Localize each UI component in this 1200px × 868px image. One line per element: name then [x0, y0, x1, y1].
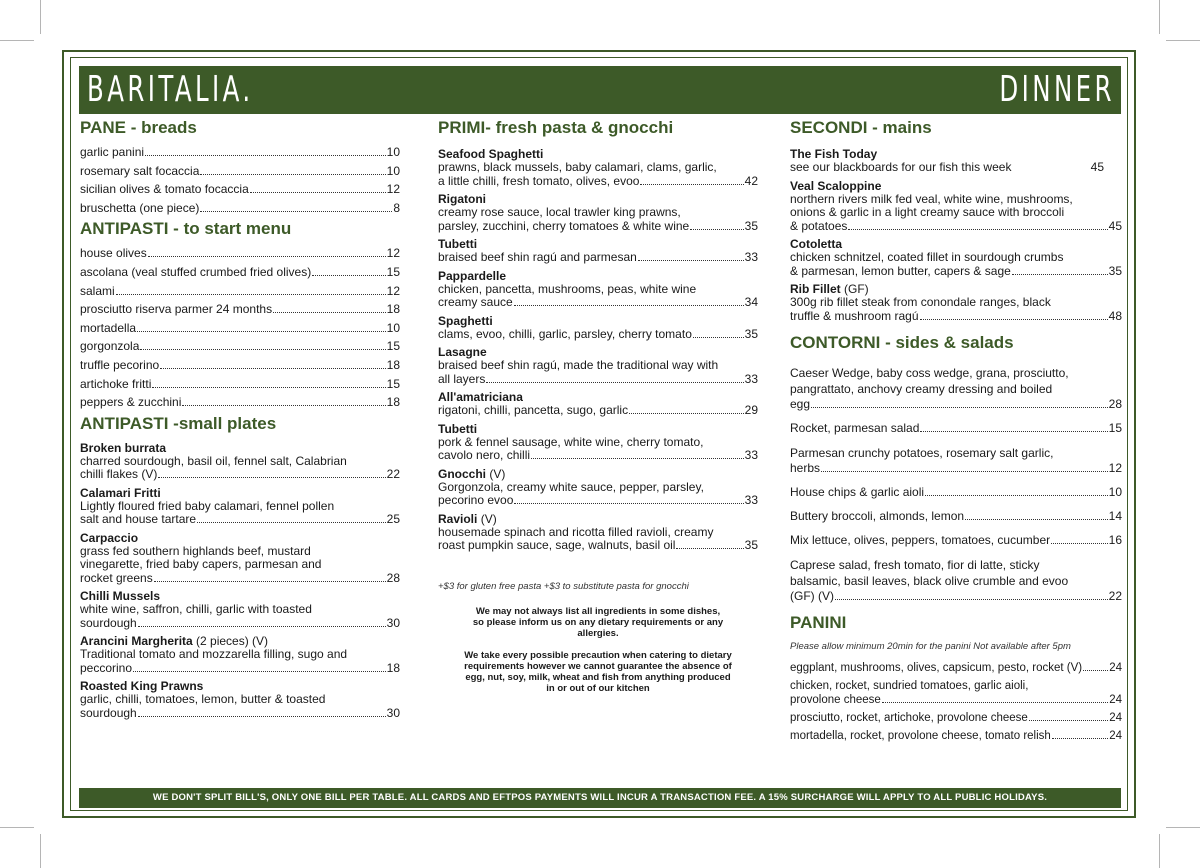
- column-middle: [438, 118, 758, 694]
- dot-leader: [145, 155, 386, 156]
- menu-item-price: 30: [386, 705, 400, 720]
- section-title-panini: PANINI: [790, 613, 847, 632]
- dot-leader: [629, 413, 744, 414]
- menu-item: [80, 679, 400, 720]
- crop-mark: [40, 834, 41, 868]
- menu-item-name: Rigatoni: [438, 192, 486, 206]
- menu-item-text: rosemary salt focaccia: [80, 163, 200, 178]
- menu-item-price-line: [790, 693, 1122, 707]
- dot-leader: [693, 337, 744, 338]
- dot-leader: [1029, 720, 1108, 721]
- menu-item: [790, 179, 1122, 234]
- menu-item-name: Calamari Fritti: [80, 485, 161, 500]
- menu-item-price: 45: [1108, 218, 1122, 233]
- menu-item: [80, 164, 400, 178]
- menu-item-price-line: [438, 449, 758, 463]
- menu-item-text: prosciutto riserva parmer 24 months: [80, 302, 273, 317]
- menu-item-description: creamy rose sauce, local trawler king prawns,: [438, 205, 681, 219]
- menu-item-price: 15: [386, 339, 400, 354]
- menu-item-description: Traditional tomato and mozzarella filling, sugo and: [80, 647, 348, 662]
- menu-item-text: herbs: [790, 461, 821, 475]
- menu-item-description: [790, 161, 1122, 175]
- menu-item-text: truffle & mushroom ragú: [790, 308, 919, 323]
- menu-item-text: peccorino: [80, 660, 133, 675]
- gluten-free-note: +$3 for gluten free pasta +$3 to substitute pasta for gnocchi: [438, 580, 689, 592]
- menu-item-description: housemade spinach and ricotta filled ravioli, creamy: [438, 524, 714, 539]
- dot-leader: [920, 319, 1108, 320]
- dietary-note-line: allergies.: [577, 627, 619, 639]
- menu-item-price: 15: [1108, 421, 1122, 435]
- menu-item-text: eggplant, mushrooms, olives, capsicum, pesto, rocket (V): [790, 662, 1083, 674]
- footer-notice: WE DON'T SPLIT BILL'S, ONLY ONE BILL PER TABLE. ALL CARDS AND EFTPOS PAYMENTS WILL INCUR A TRANSACTION FEE. A 15% SURCHARGE WILL APPLY TO ALL PUBLIC HOLIDAYS.: [79, 788, 1121, 808]
- menu-item-price: 28: [386, 570, 400, 585]
- menu-item-name: Tubetti: [438, 237, 478, 251]
- dot-leader: [514, 305, 744, 306]
- menu-item: [438, 345, 758, 386]
- antipasti-small-list: [80, 441, 400, 721]
- dot-leader: [160, 368, 385, 369]
- menu-item-price: 8: [393, 200, 400, 215]
- menu-item-price-line: [438, 175, 758, 189]
- dietary-note: [438, 606, 758, 639]
- menu-item-price: 18: [386, 395, 400, 410]
- menu-item-description: chicken, rocket, sundried tomatoes, garlic aioli,: [790, 680, 1029, 692]
- dot-leader: [197, 522, 386, 523]
- dot-leader: [676, 548, 743, 549]
- dietary-note-line: so please inform us on any dietary requirements or any: [472, 616, 724, 628]
- menu-item-qualifier: (V): [477, 511, 497, 526]
- menu-item-price-line: [790, 265, 1122, 279]
- menu-item-name: Carpaccio: [80, 530, 139, 545]
- menu-item-price-line: [438, 404, 758, 418]
- menu-item-name: Tubetti: [438, 421, 478, 436]
- dot-leader: [925, 495, 1108, 496]
- dot-leader: [638, 260, 744, 261]
- menu-item-price: 35: [744, 218, 758, 233]
- menu-item-price: 12: [386, 283, 400, 298]
- menu-item-price: 10: [1108, 485, 1122, 499]
- menu-item-description: braised beef shin ragú, made the traditional way with: [438, 358, 719, 372]
- menu-item-name: Cotoletta: [790, 237, 842, 251]
- dot-leader: [690, 229, 743, 230]
- menu-item-text: cavolo nero, chilli: [438, 448, 531, 462]
- menu-item-price: 15: [386, 376, 400, 391]
- menu-item-price-line: [790, 397, 1122, 411]
- menu-item-price: 33: [744, 493, 758, 507]
- menu-item-description: balsamic, basil leaves, black olive crumble and evoo: [790, 574, 1069, 588]
- dot-leader: [835, 599, 1108, 600]
- menu-item-price: 12: [1108, 461, 1122, 475]
- menu-item-price: 42: [744, 173, 758, 188]
- menu-item-price-line: [790, 220, 1122, 234]
- menu-item-description: prawns, black mussels, baby calamari, clams, garlic,: [438, 160, 717, 174]
- dot-leader: [148, 256, 386, 257]
- menu-type-title: DINNER: [999, 69, 1115, 110]
- menu-item-text: clams, evoo, chilli, garlic, parsley, cherry tomato: [438, 326, 692, 341]
- menu-item-price: 34: [744, 295, 758, 309]
- menu-item-text: salt and house tartare: [80, 512, 197, 527]
- menu-item-description: Gorgonzola, creamy white sauce, pepper, parsley,: [438, 479, 704, 494]
- menu-item: [438, 512, 758, 553]
- menu-item-price-line: [790, 711, 1122, 725]
- menu-item: [790, 237, 1122, 278]
- dot-leader: [152, 387, 385, 388]
- section-title-antipasti-small: ANTIPASTI -small plates: [80, 413, 277, 433]
- menu-item-text: peppers & zucchini: [80, 395, 182, 410]
- menu-item-text: artichoke fritti: [80, 376, 152, 391]
- menu-item-text: garlic panini: [80, 145, 145, 159]
- menu-item-description: Lightly floured fried baby calamari, fennel pollen: [80, 498, 335, 513]
- menu-item-name: Broken burrata: [80, 440, 167, 455]
- menu-item-price-line: [790, 485, 1122, 499]
- dot-leader: [821, 471, 1108, 472]
- dot-leader: [158, 477, 385, 478]
- menu-item: [438, 422, 758, 463]
- contorni-list: [790, 365, 1122, 603]
- menu-item-price-line: [790, 661, 1122, 675]
- menu-item-price-line: [790, 461, 1122, 475]
- precaution-note-line: egg, nut, soy, milk, wheat and fish from anything produced: [465, 671, 731, 683]
- dot-leader: [154, 581, 386, 582]
- crop-mark: [1166, 40, 1200, 41]
- dot-leader: [486, 382, 743, 383]
- menu-item-price-line: [438, 220, 758, 234]
- menu-item: [80, 201, 400, 215]
- menu-item-text: bruschetta (one piece): [80, 200, 200, 215]
- menu-item-price: 12: [386, 246, 400, 261]
- menu-item-price-line: [80, 662, 400, 676]
- menu-item-text: chilli flakes (V): [80, 467, 158, 482]
- menu-item: [790, 711, 1122, 725]
- menu-item-price-line: [790, 589, 1122, 603]
- menu-item: [80, 634, 400, 675]
- crop-mark: [40, 0, 41, 34]
- menu-item-text: egg: [790, 397, 811, 411]
- menu-item: [790, 533, 1122, 547]
- menu-item-description: chicken schnitzel, coated fillet in sourdough crumbs: [790, 250, 1064, 264]
- menu-item-text: a little chilli, fresh tomato, olives, evoo: [438, 173, 640, 188]
- panini-list: [790, 661, 1122, 743]
- menu-item-text: all layers: [438, 371, 486, 386]
- menu-item: [80, 321, 400, 335]
- menu-item-price-line: [790, 729, 1122, 743]
- menu-item: [790, 421, 1122, 435]
- menu-item-text: rigatoni, chilli, pancetta, sugo, garlic: [438, 403, 629, 417]
- pane-list: [80, 145, 400, 215]
- dot-leader: [531, 458, 744, 459]
- menu-item: [80, 302, 400, 316]
- menu-item-price: 35: [744, 326, 758, 341]
- header-bar: [79, 66, 1121, 114]
- menu-item-name: Spaghetti: [438, 313, 493, 328]
- menu-item-price: 16: [1108, 533, 1122, 547]
- dot-leader: [882, 702, 1108, 703]
- menu-item: [790, 445, 1122, 475]
- dot-leader: [250, 192, 386, 193]
- section-title-primi: PRIMI- fresh pasta & gnocchi: [438, 118, 674, 137]
- menu-item-price: 30: [386, 615, 400, 630]
- menu-item: [438, 467, 758, 508]
- menu-item: [80, 265, 400, 279]
- menu-item-price: 22: [386, 467, 400, 482]
- menu-item: [80, 441, 400, 482]
- panini-note: Please allow minimum 20min for the panini Not available after 5pm: [790, 641, 1071, 652]
- menu-item-price: 18: [386, 357, 400, 372]
- menu-item: [80, 589, 400, 630]
- menu-item: [438, 314, 758, 342]
- menu-item-text: sicilian olives & tomato focaccia: [80, 182, 249, 197]
- menu-item-name: Arancini Margherita (2 pieces) (V): [80, 634, 269, 649]
- menu-item-price: 24: [1109, 662, 1122, 674]
- precaution-note-line: in or out of our kitchen: [546, 682, 650, 694]
- menu-item: [790, 282, 1122, 323]
- dot-leader: [1052, 738, 1108, 739]
- dot-leader: [312, 275, 385, 276]
- menu-item-text: & parmesan, lemon butter, capers & sage: [790, 263, 1011, 278]
- menu-item-text: Mix lettuce, olives, peppers, tomatoes, cucumber: [790, 533, 1051, 547]
- menu-item-price: 24: [1109, 730, 1122, 742]
- menu-item-name: Veal Scaloppine: [790, 178, 882, 193]
- menu-item: [438, 147, 758, 188]
- menu-item-price: 48: [1108, 308, 1122, 323]
- crop-mark: [0, 40, 34, 41]
- menu-item: [80, 284, 400, 298]
- menu-item-description: garlic, chilli, tomatoes, lemon, butter & toasted: [80, 692, 326, 707]
- menu-item-text: sourdough: [80, 705, 137, 720]
- dot-leader: [514, 503, 743, 504]
- menu-item-description: vinegarette, fried baby capers, parmesan and: [80, 557, 322, 572]
- dot-leader: [848, 229, 1107, 230]
- menu-item-price-line: [438, 539, 758, 553]
- menu-item: [80, 486, 400, 527]
- menu-item-price-line: [80, 468, 400, 482]
- menu-item: [80, 145, 400, 159]
- menu-item-name: All'amatriciana: [438, 390, 523, 404]
- secondi-list: [790, 179, 1122, 324]
- menu-item-text: ascolana (veal stuffed crumbed fried olives): [80, 264, 312, 279]
- menu-item-description: 300g rib fillet steak from conondale ranges, black: [790, 295, 1051, 309]
- menu-item: [790, 729, 1122, 743]
- menu-item-price-line: [790, 421, 1122, 435]
- menu-item-description: charred sourdough, basil oil, fennel salt, Calabrian: [80, 453, 347, 468]
- dot-leader: [640, 184, 743, 185]
- crop-mark: [0, 827, 34, 828]
- menu-item-price: 25: [386, 512, 400, 527]
- dot-leader: [200, 174, 385, 175]
- menu-item: [80, 377, 400, 391]
- menu-item-description: northern rivers milk fed veal, white wine, mushrooms,: [790, 191, 1073, 206]
- menu-item-text: parsley, zucchini, cherry tomatoes & white wine: [438, 218, 690, 233]
- menu-item-text: & potatoes: [790, 218, 848, 233]
- menu-item-price-line: [438, 328, 758, 342]
- menu-item-price: 14: [1108, 509, 1122, 523]
- dot-leader: [920, 431, 1107, 432]
- dot-leader: [140, 349, 385, 350]
- menu-item-text: roast pumpkin sauce, sage, walnuts, basil oil: [438, 538, 676, 552]
- menu-item-text: salami: [80, 283, 115, 298]
- menu-item: [438, 192, 758, 233]
- menu-item-text: house olives: [80, 246, 147, 261]
- menu-item-price: 12: [386, 182, 400, 197]
- menu-item-price: 35: [744, 538, 758, 552]
- menu-item-text: Buttery broccoli, almonds, lemon: [790, 509, 965, 523]
- dot-leader: [133, 671, 386, 672]
- dot-leader: [273, 312, 386, 313]
- section-title-antipasti-start: ANTIPASTI - to start menu: [80, 219, 292, 239]
- menu-item-qualifier: (V): [486, 466, 506, 481]
- menu-item-price-line: [790, 533, 1122, 547]
- menu-item-price: 45: [1090, 160, 1104, 174]
- menu-item-price: 29: [744, 403, 758, 417]
- menu-item-description: Caprese salad, fresh tomato, fior di latte, sticky: [790, 558, 1040, 572]
- section-title-secondi: SECONDI - mains: [790, 118, 932, 137]
- menu-item: [790, 485, 1122, 499]
- menu-item: [790, 679, 1122, 707]
- menu-item-qualifier: (GF): [840, 282, 869, 296]
- dot-leader: [116, 294, 386, 295]
- menu-item-price: 24: [1109, 712, 1122, 724]
- precaution-note-line: requirements however we cannot guarantee the absence of: [464, 660, 732, 672]
- menu-item-text: House chips & garlic aioli: [790, 485, 925, 499]
- column-right: [790, 118, 1122, 747]
- menu-item-description: grass fed southern highlands beef, mustard: [80, 543, 311, 558]
- menu-item-name: Seafood Spaghetti: [438, 147, 544, 161]
- menu-item-price: 10: [386, 320, 400, 335]
- menu-item-description: pork & fennel sausage, white wine, cherry tomato,: [438, 434, 704, 449]
- menu-item-price: 33: [744, 448, 758, 462]
- menu-item-text: sourdough: [80, 615, 137, 630]
- menu-item-price-line: [438, 373, 758, 387]
- menu-item: [438, 237, 758, 265]
- menu-item-price: 15: [386, 264, 400, 279]
- menu-item: [80, 339, 400, 353]
- dot-leader: [138, 626, 386, 627]
- dot-leader: [1083, 670, 1108, 671]
- menu-item-name: Pappardelle: [438, 268, 507, 283]
- antipasti-start-list: [80, 246, 400, 409]
- dot-leader: [811, 407, 1108, 408]
- menu-item-text: provolone cheese: [790, 694, 881, 706]
- section-title-contorni: CONTORNI - sides & salads: [790, 333, 1014, 352]
- menu-item-price-line: [438, 296, 758, 310]
- crop-mark: [1159, 0, 1160, 34]
- menu-item-fish-today: [790, 147, 1122, 175]
- menu-item-name: Roasted King Prawns: [80, 679, 204, 694]
- menu-item-price-line: [80, 617, 400, 631]
- menu-item-description: Parmesan crunchy potatoes, rosemary salt garlic,: [790, 446, 1054, 460]
- menu-item: [438, 269, 758, 310]
- menu-item-name: Ravioli (V): [438, 511, 497, 526]
- menu-item-price: 10: [386, 145, 400, 159]
- menu-item-description: pangrattato, anchovy creamy dressing and boiled: [790, 382, 1053, 396]
- dot-leader: [1012, 274, 1108, 275]
- dot-leader: [138, 716, 386, 717]
- brand-logo: BARITALIA.: [87, 69, 254, 110]
- menu-item-text: truffle pecorino: [80, 357, 160, 372]
- menu-item-text: mortadella: [80, 320, 137, 335]
- crop-mark: [1166, 827, 1200, 828]
- menu-item-price: 33: [744, 371, 758, 386]
- dot-leader: [965, 519, 1108, 520]
- crop-mark: [1159, 834, 1160, 868]
- menu-item-price: 24: [1109, 694, 1122, 706]
- menu-item: [790, 661, 1122, 675]
- menu-item-price: 35: [1108, 263, 1122, 278]
- menu-item-desc-text: see our blackboards for our fish this week: [790, 160, 1012, 174]
- menu-item-name: Gnocchi (V): [438, 466, 506, 481]
- menu-item-price: 18: [386, 302, 400, 317]
- menu-item-price-line: [80, 513, 400, 527]
- menu-item-price: 33: [744, 250, 758, 264]
- menu-item-text: Rocket, parmesan salad: [790, 421, 920, 435]
- menu-item-price-line: [790, 509, 1122, 523]
- menu-item: [438, 390, 758, 418]
- menu-item-price: 22: [1108, 589, 1122, 603]
- menu-item-price-line: [80, 572, 400, 586]
- menu-item-price-line: [790, 310, 1122, 324]
- menu-item-text: prosciutto, rocket, artichoke, provolone cheese: [790, 712, 1028, 724]
- menu-item-name: Chilli Mussels: [80, 589, 161, 604]
- dietary-note-line: We may not always list all ingredients in some dishes,: [475, 605, 721, 617]
- menu-item-name: Lasagne: [438, 345, 487, 359]
- menu-item-description: onions & garlic in a light creamy sauce with broccoli: [790, 205, 1065, 219]
- menu-item-text: (GF) (V): [790, 589, 834, 603]
- menu-item-price: 10: [386, 163, 400, 178]
- menu-item: [790, 365, 1122, 411]
- menu-item: [790, 509, 1122, 523]
- menu-item-description: chicken, pancetta, mushrooms, peas, white wine: [438, 281, 697, 296]
- menu-item-price-line: [80, 707, 400, 721]
- menu-item: [80, 531, 400, 586]
- menu-item-name: The Fish Today: [790, 147, 878, 161]
- menu-item-price: 28: [1108, 397, 1122, 411]
- dot-leader: [1051, 543, 1108, 544]
- menu-item-price: 18: [386, 660, 400, 675]
- menu-item: [790, 557, 1122, 603]
- menu-item-text: gorgonzola: [80, 339, 140, 354]
- menu-item-text: pecorino evoo: [438, 493, 514, 507]
- menu-item-description: Caeser Wedge, baby coss wedge, grana, prosciutto,: [790, 366, 1069, 380]
- column-left: [80, 118, 400, 724]
- menu-item-text: creamy sauce: [438, 295, 513, 309]
- dot-leader: [200, 211, 392, 212]
- menu-item: [80, 358, 400, 372]
- dot-leader: [137, 331, 386, 332]
- menu-item-qualifier: (2 pieces) (V): [192, 634, 269, 649]
- dot-leader: [182, 405, 385, 406]
- menu-item: [80, 182, 400, 196]
- menu-item-price-line: [438, 251, 758, 265]
- menu-item-text: rocket greens: [80, 570, 153, 585]
- precaution-note-line: We take every possible precaution when catering to dietary: [464, 649, 732, 661]
- precaution-note: [438, 650, 758, 694]
- menu-item: [80, 395, 400, 409]
- menu-item-price-line: [438, 494, 758, 508]
- menu-item-text: mortadella, rocket, provolone cheese, tomato relish: [790, 730, 1051, 742]
- menu-item-description: white wine, saffron, chilli, garlic with toasted: [80, 602, 312, 617]
- menu-item-text: braised beef shin ragú and parmesan: [438, 250, 637, 264]
- menu-item-name: Rib Fillet (GF): [790, 282, 869, 296]
- primi-list: [438, 147, 758, 553]
- section-title-pane: PANE - breads: [80, 118, 197, 137]
- menu-item: [80, 246, 400, 260]
